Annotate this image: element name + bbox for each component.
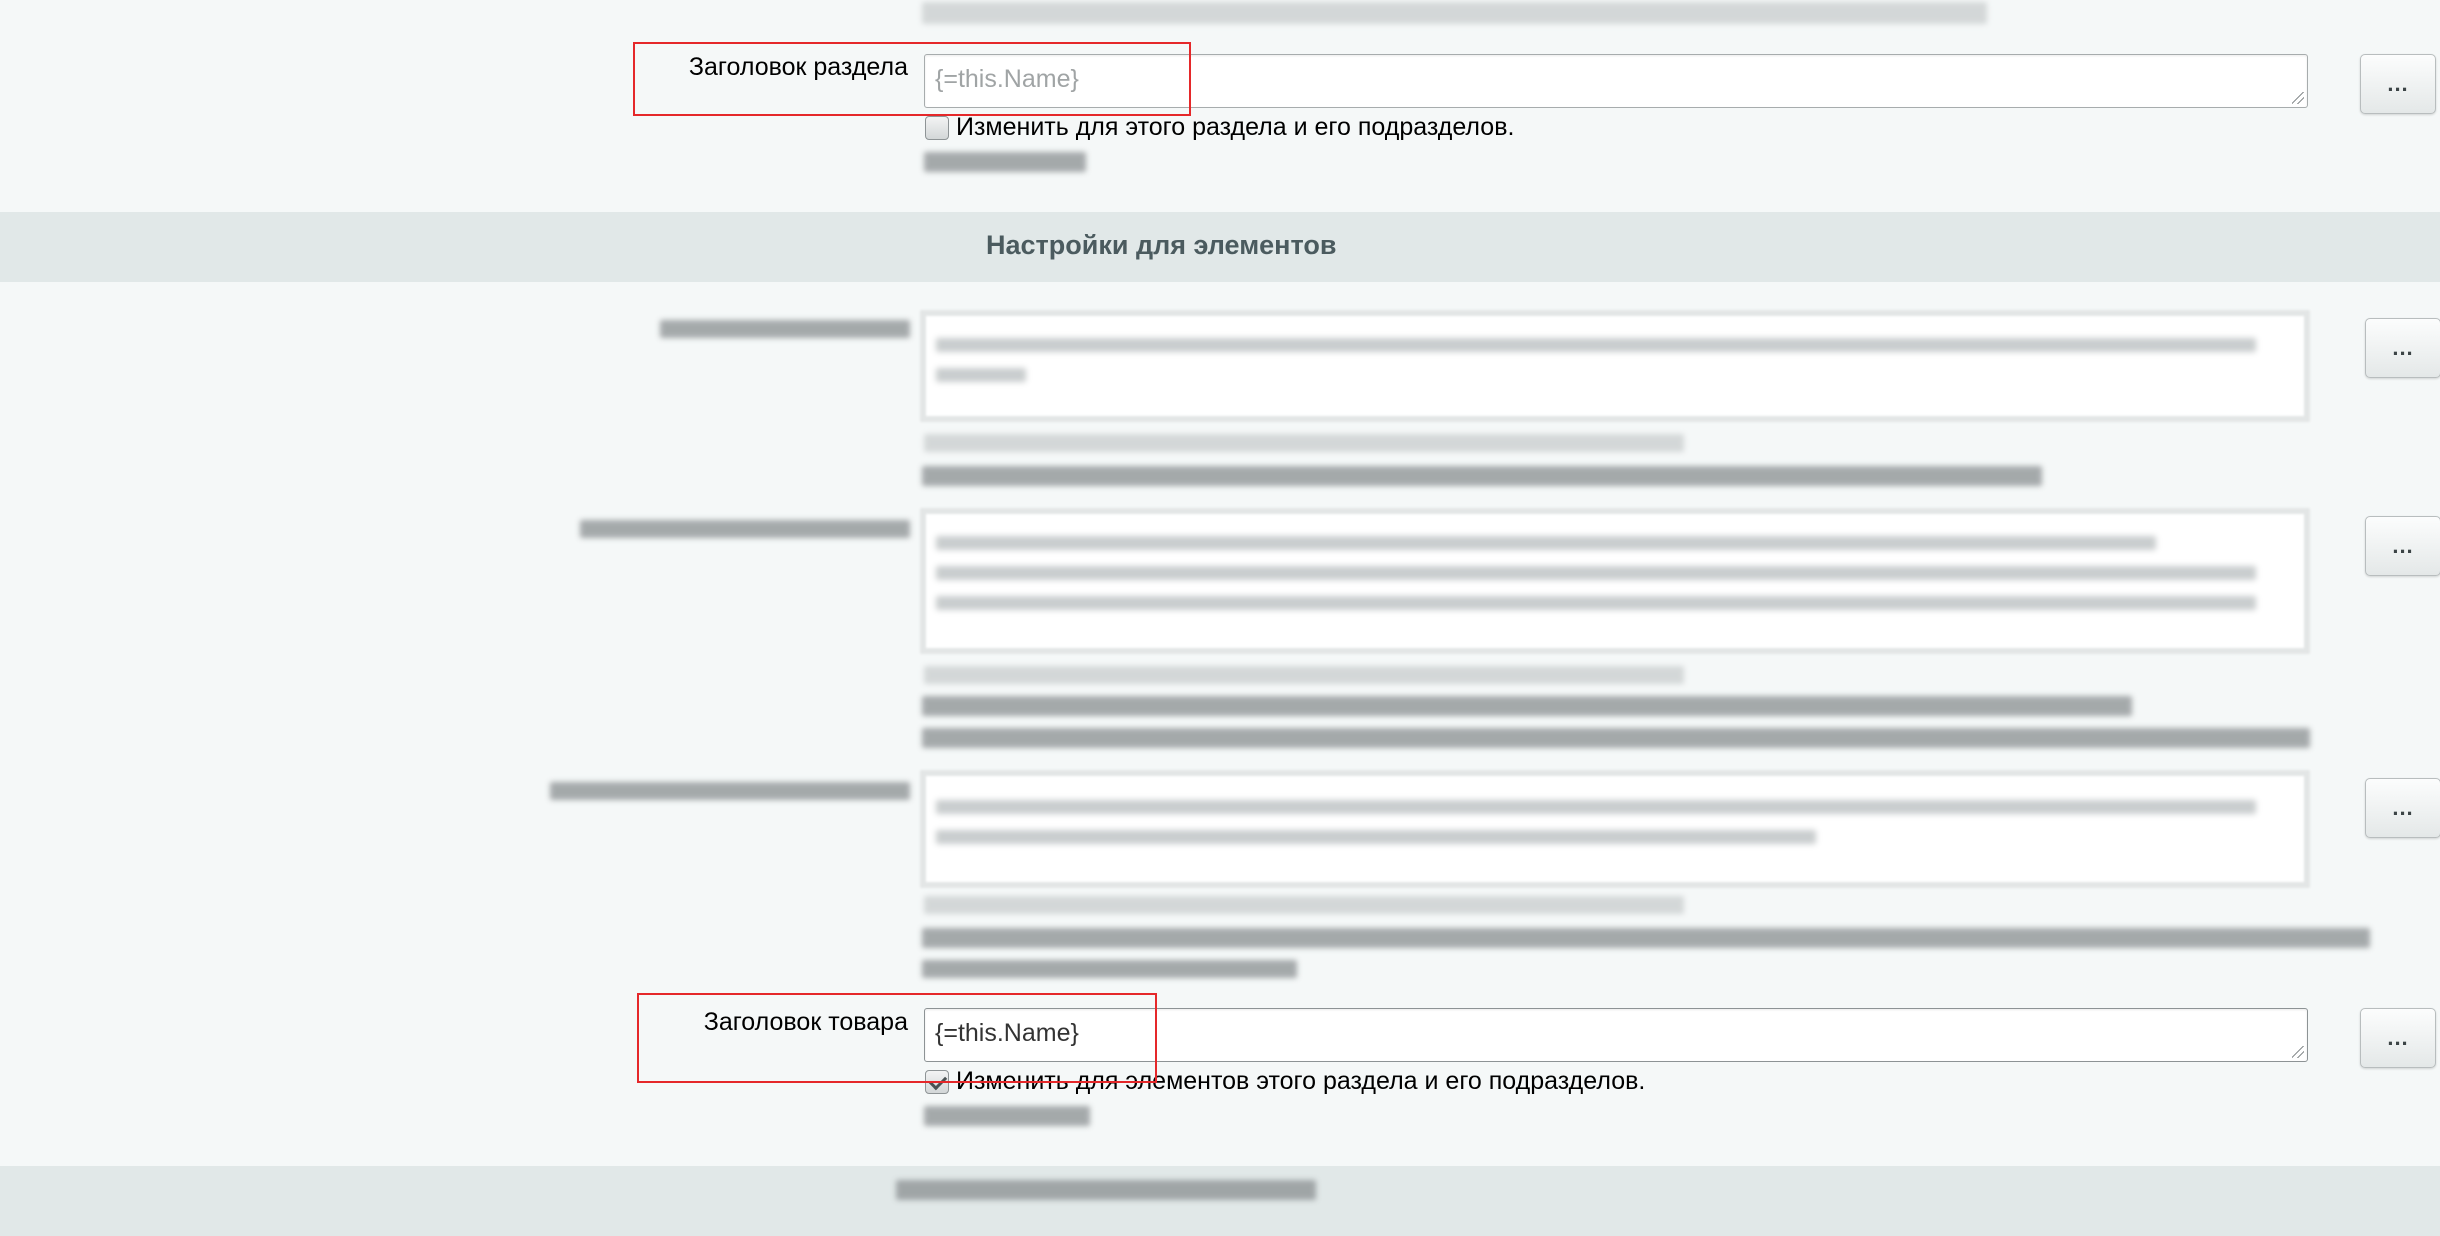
resize-grip-icon[interactable]: [2292, 1046, 2304, 1058]
section-title-placeholder: {=this.Name}: [935, 65, 1079, 93]
blurred-text: [924, 1106, 1090, 1126]
section-title-checkbox-label: Изменить для этого раздела и его подразделов.: [956, 113, 1515, 141]
highlight-box: [637, 993, 1157, 1083]
product-title-more-button[interactable]: ...: [2360, 1008, 2436, 1068]
blurred-row-1-more-button[interactable]: ...: [2365, 318, 2440, 378]
highlight-box: [633, 42, 1191, 116]
resize-grip-icon[interactable]: [2292, 92, 2304, 104]
blurred-label: [660, 320, 910, 338]
blurred-text: [924, 152, 1086, 172]
section-title-label: Заголовок раздела: [688, 53, 908, 81]
section-title-checkbox[interactable]: [925, 116, 949, 140]
blurred-text: [922, 960, 1297, 978]
blurred-textarea[interactable]: [920, 770, 2310, 888]
product-title-checkbox-label: Изменить для элементов этого раздела и его подразделов.: [956, 1067, 1646, 1095]
blurred-text: [922, 466, 2042, 486]
section-header-title: Настройки для элементов: [986, 230, 1337, 260]
section-header-next: [0, 1166, 2440, 1236]
blurred-textarea[interactable]: [920, 508, 2310, 654]
blurred-text: [924, 896, 1684, 914]
section-title-more-button[interactable]: ...: [2360, 54, 2436, 114]
blurred-text: [922, 2, 1987, 24]
section-header: [0, 212, 2440, 282]
blurred-text: [924, 666, 1684, 684]
blurred-text: [922, 928, 2370, 948]
blurred-textarea[interactable]: [920, 310, 2310, 422]
product-title-value: {=this.Name}: [935, 1019, 1079, 1047]
product-title-label: Заголовок товара: [703, 1008, 908, 1036]
blurred-header-text: [896, 1180, 1316, 1200]
blurred-row-3-more-button[interactable]: ...: [2365, 778, 2440, 838]
blurred-label: [550, 782, 910, 800]
blurred-label: [580, 520, 910, 538]
blurred-text: [922, 728, 2310, 748]
blurred-text: [924, 434, 1684, 452]
blurred-row-2-more-button[interactable]: ...: [2365, 516, 2440, 576]
blurred-text: [922, 696, 2132, 716]
